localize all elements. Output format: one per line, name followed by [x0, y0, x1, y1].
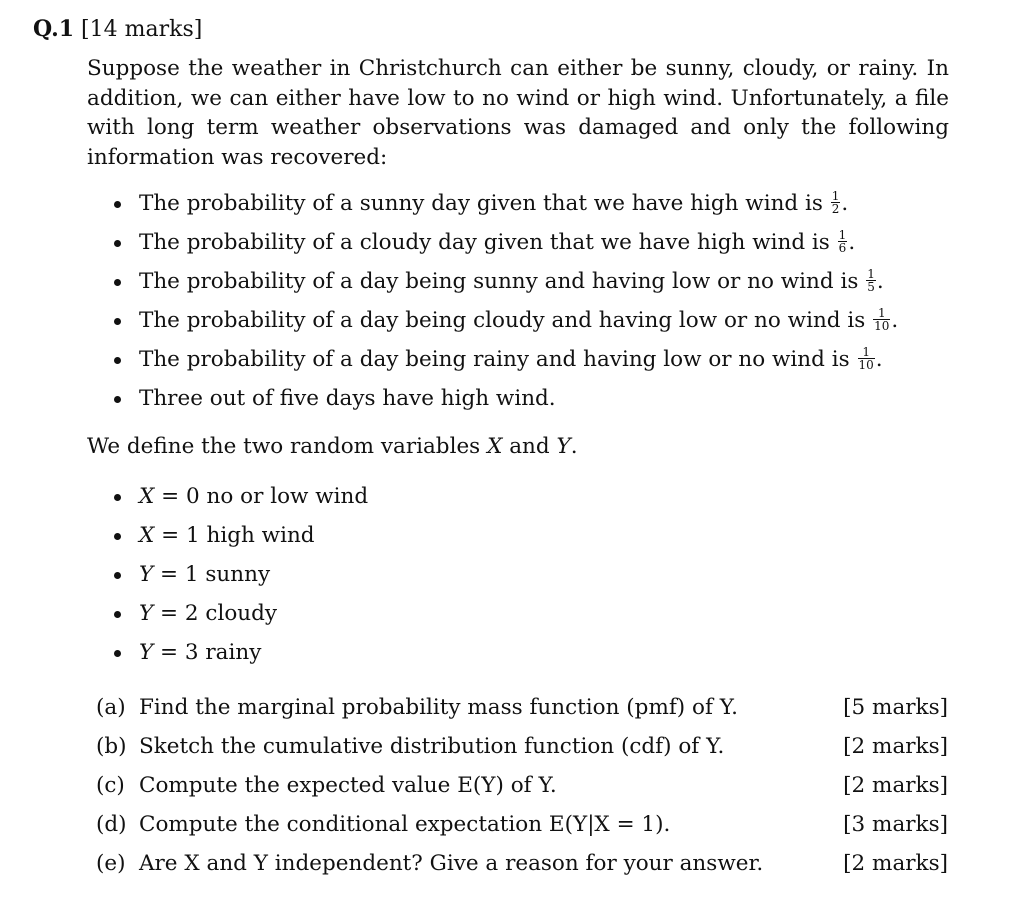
question-number: Q.1: [33, 16, 75, 42]
fact-item: The probability of a sunny day given that we have high wind is $\frac{1}{2}$ .: [87, 184, 898, 223]
variable-item: Y = 2 cloudy: [87, 594, 368, 633]
part-label: (d): [96, 812, 127, 837]
fact-item: The probability of a day being cloudy and having low or no wind is $\frac{1}{10}$ .: [87, 301, 898, 340]
question-parts: [96, 688, 948, 883]
fraction: $\frac{1}{6}$: [838, 227, 847, 255]
fraction: $\frac{1}{5}$: [867, 266, 875, 294]
fact-item: The probability of a day being rainy and having low or no wind is $\frac{1}{10}$ .: [87, 340, 898, 379]
variables-definition: We define the two random variables X and Y.: [87, 434, 578, 459]
part-label: (c): [96, 773, 125, 798]
fact-item: Three out of five days have high wind.: [87, 379, 898, 418]
facts-list: [87, 184, 898, 418]
variable-y: Y: [556, 434, 571, 459]
part-marks: [2 marks]: [843, 734, 948, 759]
intro-paragraph: Suppose the weather in Christchurch can either be sunny, cloudy, or rainy. In addition, we can either have low to no wind or high wind. Unfortunately, a file with long term weather observations was damaged and only the following information was recovered:: [87, 56, 949, 170]
part-marks: [2 marks]: [843, 773, 948, 798]
part-text: Sketch the cumulative distribution function (cdf) of Y.: [139, 734, 725, 759]
fact-item: The probability of a day being sunny and having low or no wind is $\frac{1}{5}$ .: [87, 262, 898, 301]
variable-x: X: [487, 434, 503, 459]
question-part: [96, 688, 948, 727]
part-label: (a): [96, 695, 126, 720]
question-part: [96, 727, 948, 766]
part-label: (b): [96, 734, 127, 759]
fact-item: The probability of a cloudy day given that we have high wind is $\frac{1}{6}$ .: [87, 223, 898, 262]
part-marks: [5 marks]: [843, 695, 948, 720]
part-text: Find the marginal probability mass function (pmf) of Y.: [139, 695, 739, 720]
variable-item: Y = 1 sunny: [87, 555, 368, 594]
part-text: Compute the expected value E(Y) of Y.: [139, 773, 557, 798]
question-part: [96, 805, 948, 844]
part-marks: [3 marks]: [843, 812, 948, 837]
question-header: [33, 14, 202, 45]
variable-item: Y = 3 rainy: [87, 633, 368, 672]
question-marks: [14 marks]: [81, 17, 203, 42]
fraction: $\frac{1}{10}$: [858, 344, 874, 372]
fraction: $\frac{1}{2}$: [831, 188, 840, 216]
variable-item: X = 1 high wind: [87, 516, 368, 555]
variables-list: [87, 477, 368, 672]
part-marks: [2 marks]: [843, 851, 948, 876]
part-text: Are X and Y independent? Give a reason for your answer.: [139, 851, 764, 876]
fraction: $\frac{1}{10}$: [874, 305, 890, 333]
part-text: Compute the conditional expectation E(Y|X = 1).: [139, 812, 671, 837]
question-part: [96, 766, 948, 805]
variable-item: X = 0 no or low wind: [87, 477, 368, 516]
question-part: [96, 844, 948, 883]
part-label: (e): [96, 851, 126, 876]
